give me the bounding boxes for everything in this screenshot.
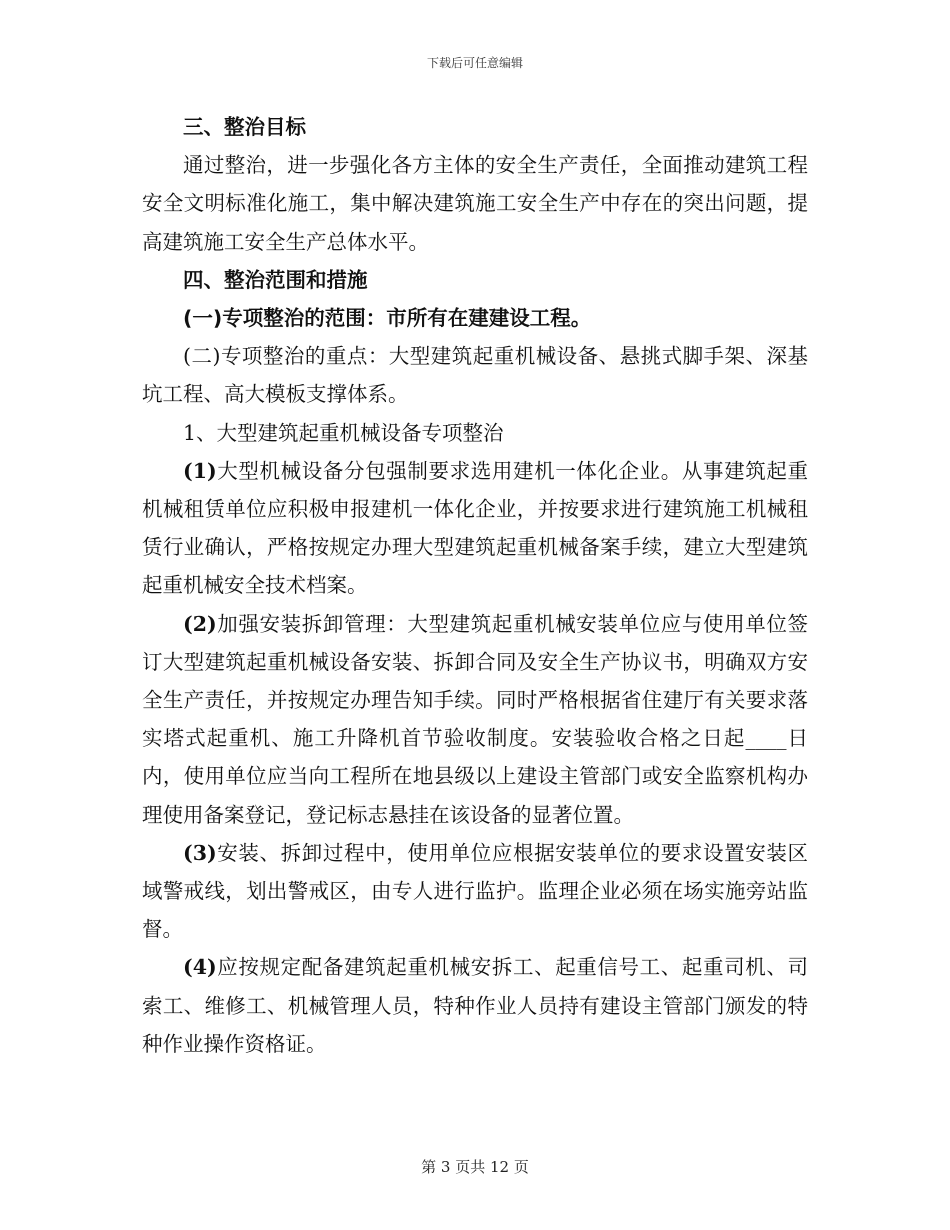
document-body xyxy=(142,108,808,1063)
point-1-text: 大型机械设备分包强制要求选用建机一体化企业。从事建筑起重机械租赁单位应积极申报建机一体化企业，并按要求进行建筑施工机械租赁行业确认，严格按规定办理大型建筑起重机械备案手续，建立大型建筑起重机械安全技术档案。 xyxy=(142,458,808,598)
point-4 xyxy=(142,948,808,1063)
point-3-text: 安装、拆卸过程中，使用单位应根据安装单位的要求设置安装区域警戒线，划出警戒区，由专人进行监护。监理企业必须在场实施旁站监督。 xyxy=(142,840,808,942)
section-4-focus: (二)专项整治的重点：大型建筑起重机械设备、悬挑式脚手架、深基坑工程、高大模板支撑体系。 xyxy=(142,344,808,407)
point-3 xyxy=(142,834,808,949)
point-3-number: (3) xyxy=(183,840,217,865)
point-1 xyxy=(142,452,808,605)
point-2 xyxy=(142,605,808,834)
point-4-number: (4) xyxy=(183,955,217,980)
point-2-number: (2) xyxy=(183,611,217,636)
point-1-number: (1) xyxy=(183,458,217,483)
section-4-title: 四、整治范围和措施 xyxy=(183,267,368,292)
item-1-title: 1、大型建筑起重机械设备专项整治 xyxy=(183,420,504,445)
section-3-title: 三、整治目标 xyxy=(183,115,306,139)
point-4-text: 应按规定配备建筑起重机械安拆工、起重信号工、起重司机、司索工、维修工、机械管理人员，特种作业人员持有建设主管部门颁发的特种作业操作资格证。 xyxy=(142,955,808,1056)
page-number-footer: 第 3 页共 12 页 xyxy=(421,1158,529,1176)
point-2-text: 加强安装拆卸管理：大型建筑起重机械安装单位应与使用单位签订大型建筑起重机械设备安装、拆卸合同及安全生产协议书，明确双方安全生产责任，并按规定办理告知手续。同时严格根据省住建厅有关要求落实塔式起重机、施工升降机首节验收制度。安装验收合格之日起____日内，使用单位应当向工程所在地县级以上建设主管部门或安全监察机构办理使用备案登记，登记标志悬挂在该设备的显著位置。 xyxy=(142,611,808,827)
header-note: 下载后可任意编辑 xyxy=(426,56,523,70)
section-4-scope: (一)专项整治的范围：市所有在建建设工程。 xyxy=(183,306,592,331)
section-3-body: 通过整治，进一步强化各方主体的安全生产责任，全面推动建筑工程安全文明标准化施工，集中解决建筑施工安全生产中存在的突出问题，提高建筑施工安全生产总体水平。 xyxy=(142,153,808,254)
